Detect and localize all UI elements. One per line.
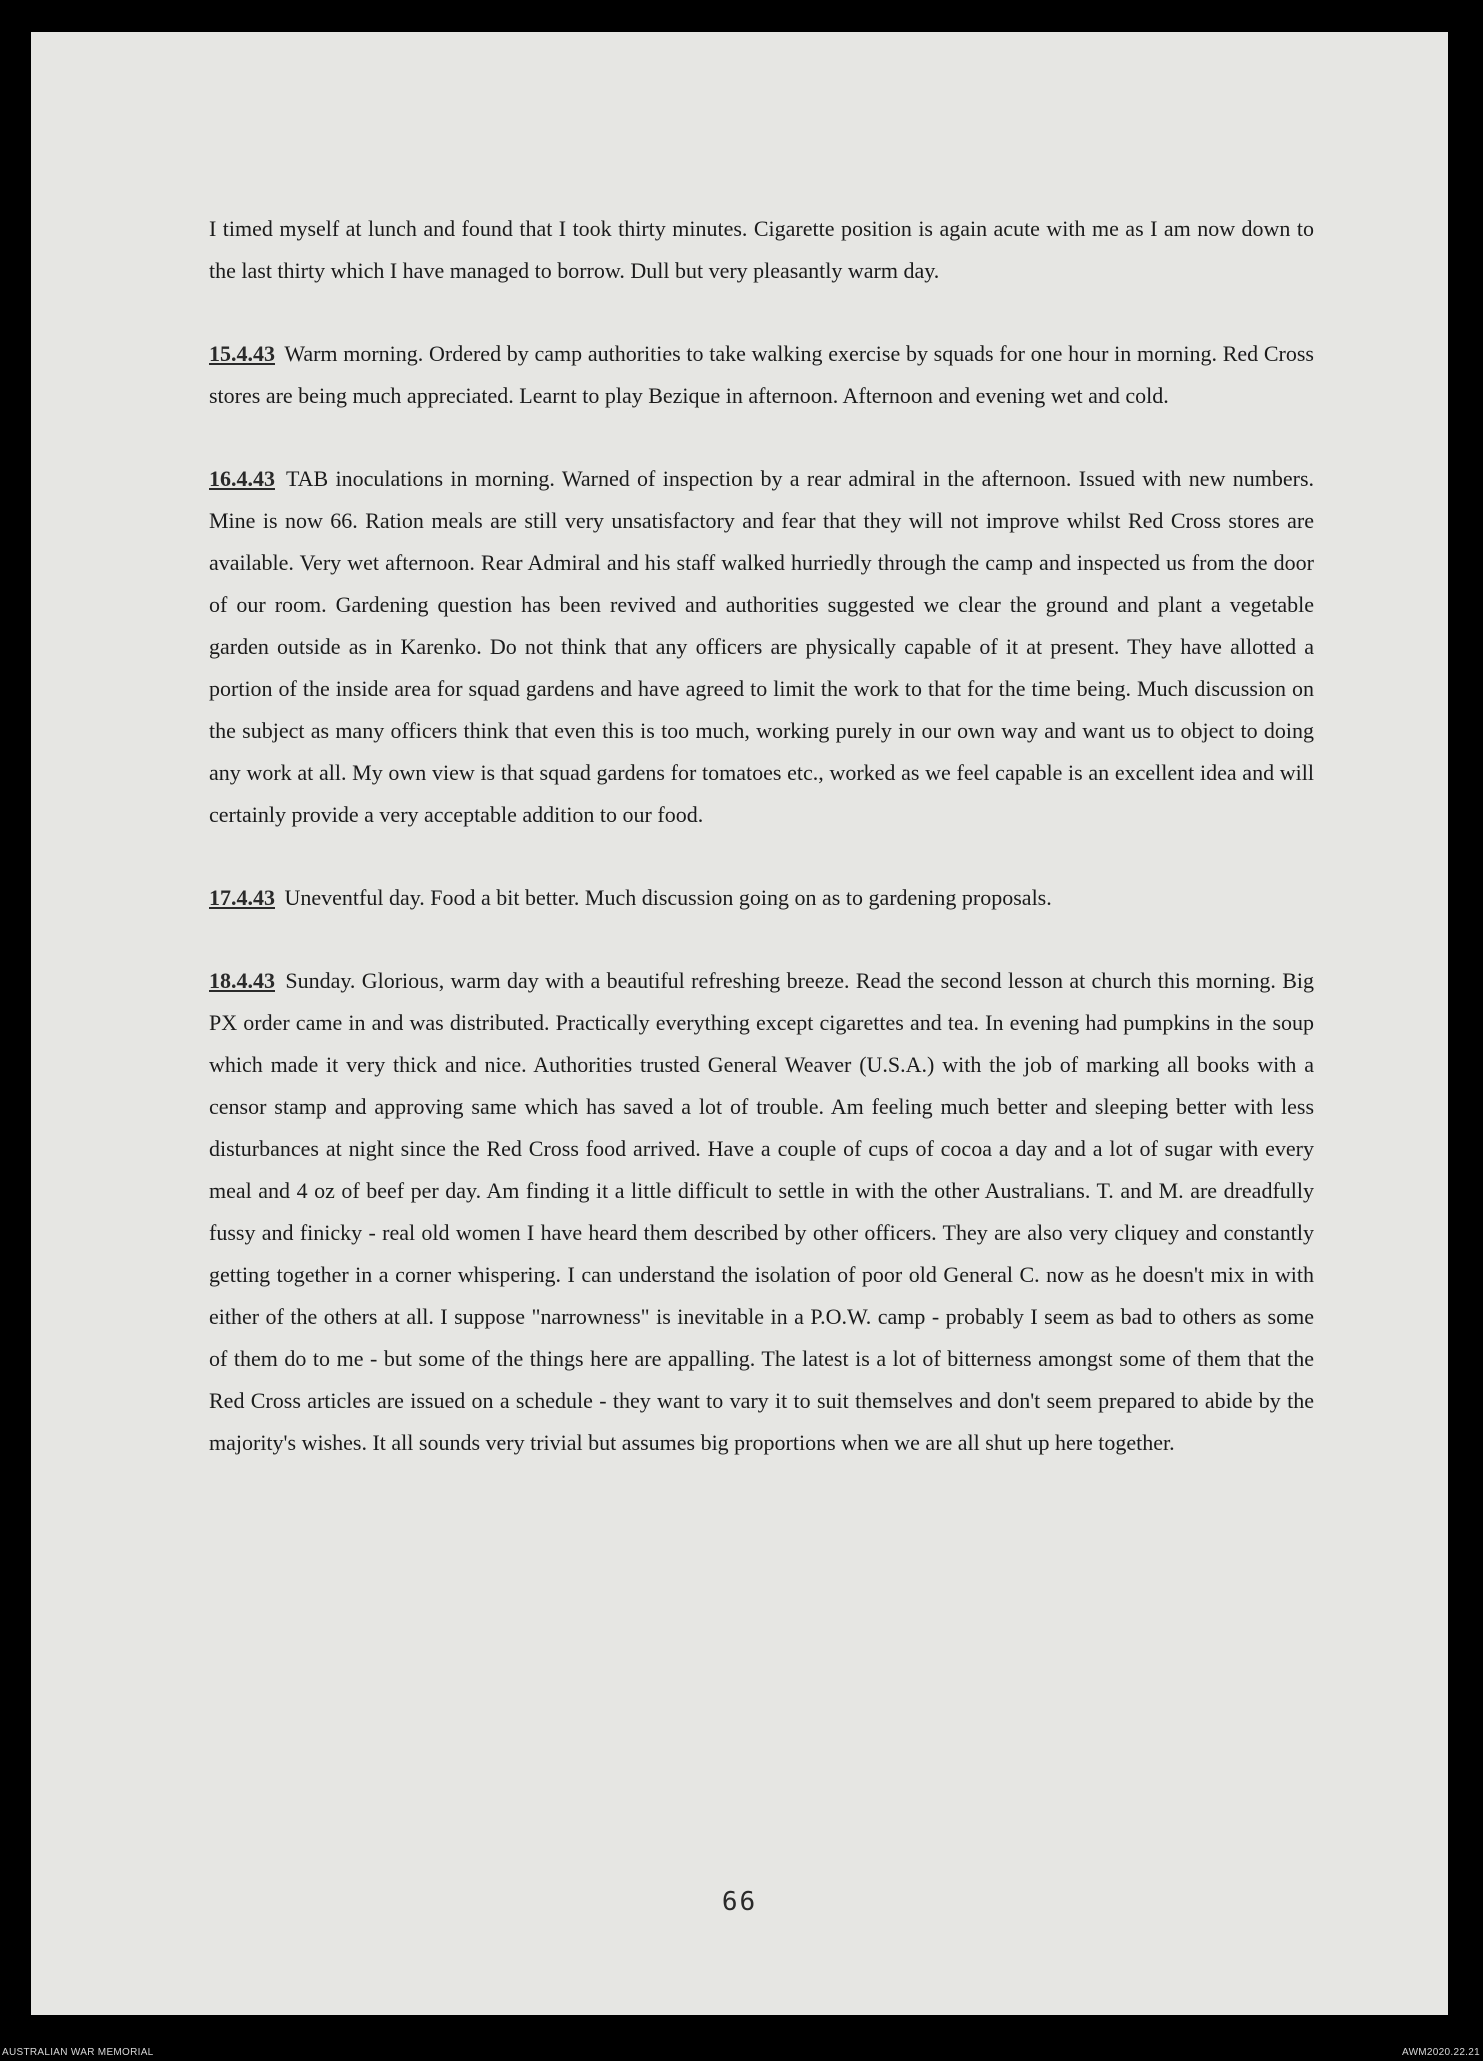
page-number: 66 xyxy=(721,1887,758,1917)
entry-text: Warm morning. Ordered by camp authorities to take walking exercise by squads for one hour in morning. Red Cross stores are being much appreciated. Learnt to play Bezique in afternoon. Afternoon and evening wet and cold. xyxy=(209,341,1314,408)
entry-text: TAB inoculations in morning. Warned of inspection by a rear admiral in the afternoon. Issued with new numbers. Mine is now 66. Ration meals are still very unsatisfactory and fear that they will not improve whilst Red Cross stores are available. Very wet afternoon. Rear Admiral and his staff walked hurriedly through the camp and inspected us from the door of our room. Gardening question has been revived and authorities suggested we clear the ground and plant a vegetable garden outside as in Karenko. Do not think that any officers are physically capable of it at present. They have allotted a portion of the inside area for squad gardens and have agreed to limit the work to that for the time being. Much discussion on the subject as many officers think that even this is too much, working purely in our own way and want us to object to doing any work at all. My own view is that squad gardens for tomatoes etc., worked as we feel capable is an excellent idea and will certainly provide a very acceptable addition to our food. xyxy=(209,466,1315,827)
diary-entry xyxy=(209,458,1314,836)
footer-reference: AWM2020.22.21 xyxy=(1401,2047,1480,2058)
entry-date: 17.4.43 xyxy=(209,885,275,910)
entry-text: I timed myself at lunch and found that I took thirty minutes. Cigarette position is again acute with me as I am now down to the last thirty which I have managed to borrow. Dull but very pleasantly warm day. xyxy=(209,216,1314,283)
diary-entry xyxy=(209,333,1314,417)
entry-text: Uneventful day. Food a bit better. Much discussion going on as to gardening proposals. xyxy=(284,885,1052,910)
entry-text: Sunday. Glorious, warm day with a beautiful refreshing breeze. Read the second lesson at church this morning. Big PX order came in and was distributed. Practically everything except cigarettes and tea. In evening had pumpkins in the soup which made it very thick and nice. Authorities trusted General Weaver (U.S.A.) with the job of marking all books with a censor stamp and approving same which has saved a lot of trouble. Am feeling much better and sleeping better with less disturbances at night since the Red Cross food arrived. Have a couple of cups of cocoa a day and a lot of sugar with every meal and 4 oz of beef per day. Am finding it a little difficult to settle in with the other Australians. T. and M. are dreadfully fussy and finicky - real old women I have heard them described by other officers. They are also very cliquey and constantly getting together in a corner whispering. I can understand the isolation of poor old General C. now as he doesn't mix in with either of the others at all. I suppose "narrowness" is inevitable in a P.O.W. camp - probably I seem as bad to others as some of them do to me - but some of the things here are appalling. The latest is a lot of bitterness amongst some of them that the Red Cross articles are issued on a schedule - they want to vary it to suit themselves and don't seem prepared to abide by the majority's wishes. It all sounds very trivial but assumes big proportions when we are all shut up here together. xyxy=(209,968,1314,1455)
diary-entry-continued xyxy=(209,208,1314,292)
diary-text xyxy=(209,208,1314,1505)
entry-date: 18.4.43 xyxy=(209,968,275,993)
diary-entry xyxy=(209,960,1314,1464)
footer-institution: AUSTRALIAN WAR MEMORIAL xyxy=(2,2047,154,2058)
document-page xyxy=(31,32,1448,2015)
entry-date: 16.4.43 xyxy=(209,466,275,491)
entry-date: 15.4.43 xyxy=(209,341,275,366)
diary-entry xyxy=(209,877,1314,919)
